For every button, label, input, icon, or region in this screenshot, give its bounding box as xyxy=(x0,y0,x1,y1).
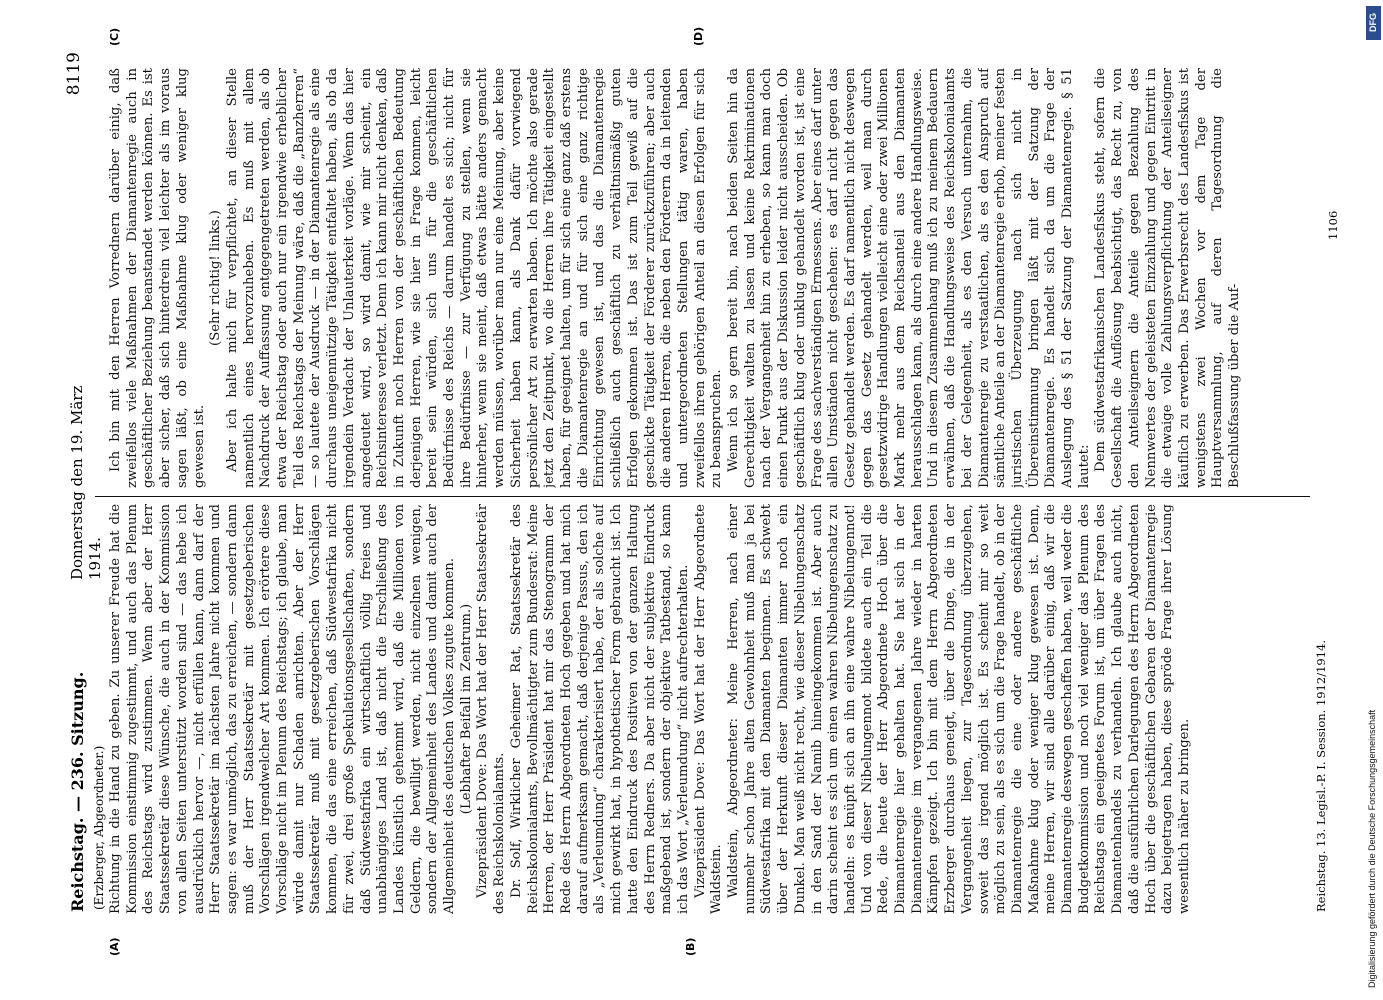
interjection-note: (Sehr richtig! links.) xyxy=(208,210,224,346)
running-header-left: Reichstag. — 236. Sitzung. xyxy=(68,671,87,912)
paragraph: Wenn ich so gern bereit bin, nach beiden Seiten hin da Gerechtigkeit walten zu lassen und keine Rekriminationen nach der Vergangenheit hin zu erheben, so kann man doch einen Punkt aus der Diskussion leider nicht ausscheiden. Ob geschäftlich klug oder unklug gehandelt worden ist, ist eine Frage des sachverständigen Ermessens. Aber eines darf unter allen Umständen nicht geschehen: es darf nicht gegen das Gesetz gehandelt werden. Es darf namentlich nicht deswegen gegen das Gesetz gehandelt werden, weil man durch gesetzwidrige Handlungen vielleicht eine oder zwei Millionen Mark mehr aus dem Reichsanteil aus den Diamanten herausschlagen kann, als durch eine andere Handlungsweise. Und in diesem Zusammenhang muß ich zu meinem Bedauern erwähnen, daß die Handlungsweise des Reichskolonialamts bei der Gelegenheit, als es den Versuch unternahm, die Diamantenregie zu verstaatlichen, als es den Anspruch auf sämtliche Anteile an der Diamantenregie erhob, meiner festen juristischen Überzeugung nach sich nicht in Übereinstimmung bringen läßt mit der Satzung der Diamantenregie. Es handelt sich da um die Frage der Auslegung des § 51 der Satzung der Diamantenregie. § 51 lautet: xyxy=(726,68,1092,488)
speaker-continuation: (Erzberger, Abgeordneter.) xyxy=(92,745,106,910)
paragraph: Vizepräsident Dove: Das Wort hat der Herr Staatssekretär des Reichskolonialamts. xyxy=(475,504,508,914)
digitization-credit: Digitalisierung gefördert durch die Deutsche Forschungsgemeinschaft xyxy=(1367,709,1377,988)
footer-session-info: Reichstag. 13. Legisl.-P. I. Session. 1912/1914. xyxy=(1314,639,1328,912)
footer-sheet-number: 1106 xyxy=(1326,210,1340,240)
paragraph: Ich bin mit den Herren Vorrednern darüber einig, daß zweifellos viele Maßnahmen der Diamantenregie auch in geschäftlicher Beziehung beanstandet werden können. Es ist aber sicher, daß sich hinterdrein viel leichter als im voraus sagen läßt, ob eine Maßnahme klug oder weniger klug gewesen ist. xyxy=(108,68,207,488)
margin-marker-a: (A) xyxy=(108,937,121,956)
quoted-statute: Dem südwestafrikanischen Landesfiskus steht, sofern die Gesellschaft die Auflösung beabsichtigt, das Recht zu, von den Anteilseignern die Anteile gegen Bezahlung des Nennwertes der geleisteten Einzahlung und gegen Eintritt in die etwaige volle Zahlungsverpflichtung der Anteilseigner käuflich zu erwerben. Das Erwerbsrecht des Landesfiskus ist wenigstens zwei Wochen vor dem Tage der Hauptversammlung, auf deren Tagesordnung die Beschlußfassung über die Auf- xyxy=(1093,68,1243,488)
margin-marker-c: (C) xyxy=(108,27,121,46)
left-column xyxy=(108,504,1308,914)
paragraph: Dr. Solf, Wirklicher Geheimer Rat, Staatssekretär des Reichskolonialamts, Bevollmächtigter zum Bundesrat: Meine Herren, der Herr Präsident hat mir das Stenogramm der Rede des Herrn Abgeordneten Hoch gegeben und hat mich darauf aufmerksam gemacht, daß derjenige Passus, den ich als „Verleumdung“ charakterisiert habe, der als solche auf mich gewirkt hat, in hypothetischer Form gebraucht ist. Ich hatte den Eindruck des Positiven von der ganzen Haltung des Herrn Redners. Da aber nicht der subjektive Eindruck maßgebend ist, sondern der objektive Tatbestand, so kann ich das Wort „Verleumdung“ nicht aufrechterhalten. xyxy=(508,504,691,914)
paragraph: Waldstein, Abgeordneter: Meine Herren, nach einer nunmehr schon Jahre alten Gewohnheit muß man ja bei Südwestafrika mit den Diamanten beginnen. Es schwebt über der Herkunft dieser Diamanten immer noch ein Dunkel. Man weiß nicht recht, wie dieser Nibelungenschatz in den Sand der Namib hineingekommen ist. Aber auch darin scheint es sich um einen wahren Nibelungenschatz zu handeln: es knüpft sich an ihn eine wahre Nibelungennot! Und von dieser Nibelungennot bildete auch ein Teil die Rede, die heute der Herr Abgeordnete Hoch über die Diamantenregie hier gehalten hat. Sie hat sich in der Diamantenregie im vergangenen Jahre wieder in harten Kämpfen gezeigt. Ich bin mit dem Herrn Abgeordneten Erzberger durchaus geneigt, über die Dinge, die in der Vergangenheit liegen, zur Tagesordnung überzugehen, soweit das irgend möglich ist. Es scheint mir so weit möglich zu sein, als es sich um die Frage handelt, ob in der Diamantenregie die eine oder andere geschäftliche Maßnahme klug oder weniger klug gewesen ist. Denn, meine Herren, wir sind alle darüber einig, daß wir die Diamantenregie deswegen geschaffen haben, weil weder die Budgetkommission und noch viel weniger das Plenum des Reichstags ein geeignetes Forum ist, um über Fragen des Diamantenhandels zu verhandeln. Ich glaube auch nicht, daß die ausführlichen Darlegungen des Herrn Abgeordneten Hoch über die geschäftlichen Gebaren der Diamantenregie dazu beigetragen haben, diese spröde Frage ihrer Lösung wesentlich näher zu bringen. xyxy=(726,504,1192,914)
running-header-date: Donnerstag den 19. März 1914. xyxy=(68,385,104,580)
column-divider xyxy=(95,496,1310,497)
paragraph: Vizepräsident Dove: Das Wort hat der Herr Abgeordnete Waldstein. xyxy=(692,504,725,914)
margin-marker-d: (D) xyxy=(692,26,705,46)
applause-note: (Lebhafter Beifall im Zentrum.) xyxy=(458,603,474,815)
right-column xyxy=(108,68,1308,488)
dfg-logo: DFG xyxy=(1366,6,1381,40)
page-number: 8119 xyxy=(64,52,84,96)
margin-marker-b: (B) xyxy=(684,937,697,956)
paragraph: Aber ich halte mich für verpflichtet, an dieser Stelle namentlich eines hervorzuheben. Es muß mit allem Nachdruck der Auffassung entgegengetreten werden, als ob etwa der Reichstag oder auch nur ein irgendwie erheblicher Teil des Reichstags der Meinung wäre, daß die „Banzherren“ — so lautete der Ausdruck — in der Diamantenregie als eine durchaus uneigennützige Tätigkeit entfaltet haben, als ob da irgendein Verdacht der Unlauterkeit vorläge. Wenn das hier angedeutet wird, so wird damit, wie mir scheint, ein Reichsinteresse verletzt. Denn ich kann mir nicht denken, daß in Zukunft noch Herren von der geschäftlichen Bedeutung derjenigen Herren, wie sie hier in Frage kommen, leicht bereit sein würden, sich uns für die geschäftlichen Bedürfnisse des Reichs — darum handelt es sich; nicht für ihre Bedürfnisse — zur Verfügung zu stellen, wenn sie hinterher, wenn sie meint, daß etwas hätte anders gemacht werden müssen, worüber man nur eine Meinung, aber keine Sicherheit haben kann, als Dank dafür vorwiegend persönlicher Art zu erwarten haben. Ich möchte also gerade jetzt den Zeitpunkt, wo die Herren ihre Tätigkeit eingestellt haben, für geeignet halten, um für sich eine ganz daß erstens die Diamantenregie an und für sich eine ganz richtige Einrichtung gewesen ist, und das die Diamantenregie schließlich auch geschäftlich zu verhältnismäßig guten Erfolgen gekommen ist. Das ist zum Teil gewiß auf die geschickte Tätigkeit der Förderer zurückzuführen; aber auch die anderen Herren, die neben den Förderern da in leitenden und untergeordneten Stellungen tätig waren, haben zweifellos ihren gehörigen Anteil an diesen Erfolgen für sich zu beanspruchen. xyxy=(224,68,725,488)
paragraph: Richtung in die Hand zu geben. Zu unserer Freude hat die Kommission einstimmig zugestimmt, und auch das Plenum des Reichstags wird zustimmen. Wenn aber der Herr Staatssekretär diese Wünsche, die auch in der Kommission von allen Seiten unterstützt worden sind — das hebe ich ausdrücklich hervor —, nicht erfüllen kann, dann darf der Herr Staatssekretär im nächsten Jahre nicht kommen und sagen: es war unmöglich, das zu erreichen, — sondern dann muß der Herr Staatssekretär mit gesetzgeberischen Vorschlägen irgendwelcher Art kommen. Ich erörtere diese Vorschläge nicht im Plenum des Reichstags; ich glaube, man würde damit nur Schaden anrichten. Aber der Herr Staatssekretär muß mit gesetzgeberischen Vorschlägen kommen, die das eine erreichen, daß Südwestafrika nicht für zwei, drei große Spekulationsgesellschaften, sondern daß Südwestafrika ein wirtschaftlich völlig freies und unabhängiges Land ist, daß nicht die Erschließung des Landes künstlich gehemmt wird, daß die Millionen von Geldern, die bewilligt werden, nicht einzelnen wenigen, sondern der Allgemeinheit des Landes und damit auch der Allgemeinheit des deutschen Volkes zugute kommen. xyxy=(108,504,458,914)
